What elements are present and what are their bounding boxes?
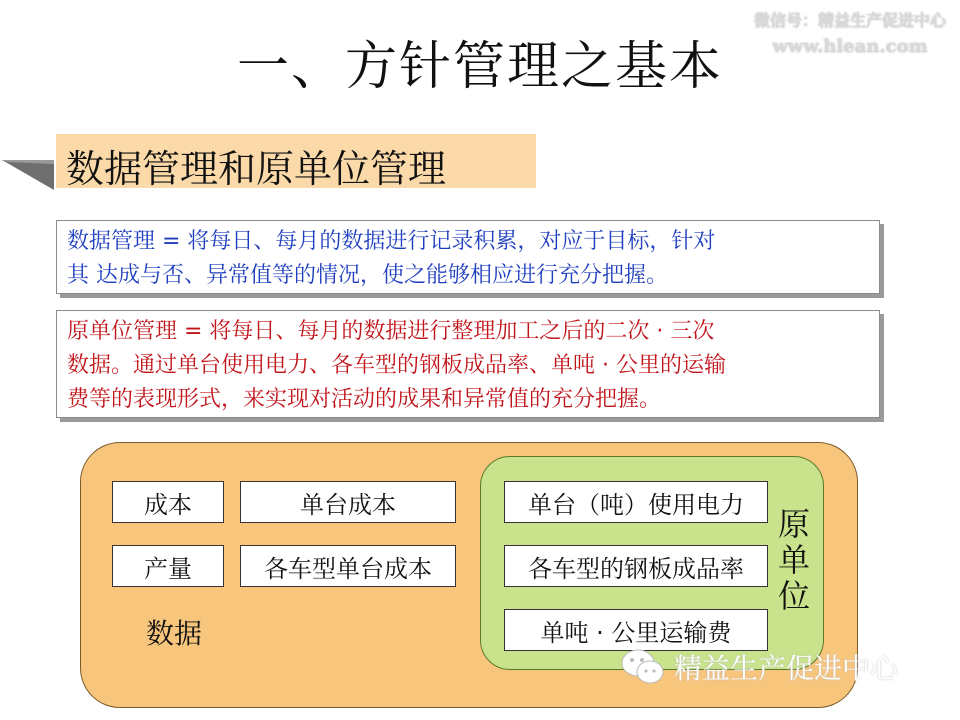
unit-label-char: 原 — [777, 505, 810, 543]
definition-line: 费等的表现形式，来实现对活动的成果和异常值的充分把握。 — [67, 387, 662, 412]
data-management-definition — [56, 220, 880, 294]
unit-label-char: 单 — [777, 541, 810, 579]
definition-line: 其 达成与否、异常值等的情况，使之能够相应进行充分把握。 — [67, 263, 668, 288]
definition-line: 数据管理 = 将每日、每月的数据进行记录积累，对应于目标，针对 — [67, 229, 716, 254]
footer-watermark-text: 精益生产促进中心 — [674, 652, 899, 685]
cell-cost: 成本 — [112, 481, 224, 523]
cell-steel-yield: 各车型的钢板成品率 — [504, 545, 768, 587]
unit-management-definition — [56, 310, 880, 418]
watermark-url: www.hlean.com — [772, 36, 928, 57]
footer-watermark — [620, 642, 898, 692]
corner-triangle-decoration — [2, 160, 54, 190]
unit-label-char: 位 — [777, 577, 810, 615]
cell-output: 产量 — [112, 545, 224, 587]
cell-model-unit-cost: 各车型单台成本 — [240, 545, 456, 587]
page-title: 一、方针管理之基本 — [236, 37, 723, 97]
watermark-wechat-id: 微信号：精益生产促进中心 — [753, 11, 946, 30]
definition-line: 原单位管理 = 将每日、每月的数据进行整理加工之后的二次 · 三次 — [67, 319, 715, 344]
data-label: 数据 — [146, 617, 203, 650]
section-subtitle-text: 数据管理和原单位管理 — [66, 147, 447, 191]
section-subtitle — [56, 134, 536, 191]
cell-transport-cost: 单吨 · 公里运输费 — [504, 609, 768, 651]
wechat-icon — [620, 647, 666, 687]
cell-unit-cost: 单台成本 — [240, 481, 456, 523]
definition-line: 数据。通过单台使用电力、各车型的钢板成品率、单吨 · 公里的运输 — [67, 353, 726, 378]
cell-power-per-unit: 单台（吨）使用电力 — [504, 481, 768, 523]
unit-label — [776, 506, 812, 614]
